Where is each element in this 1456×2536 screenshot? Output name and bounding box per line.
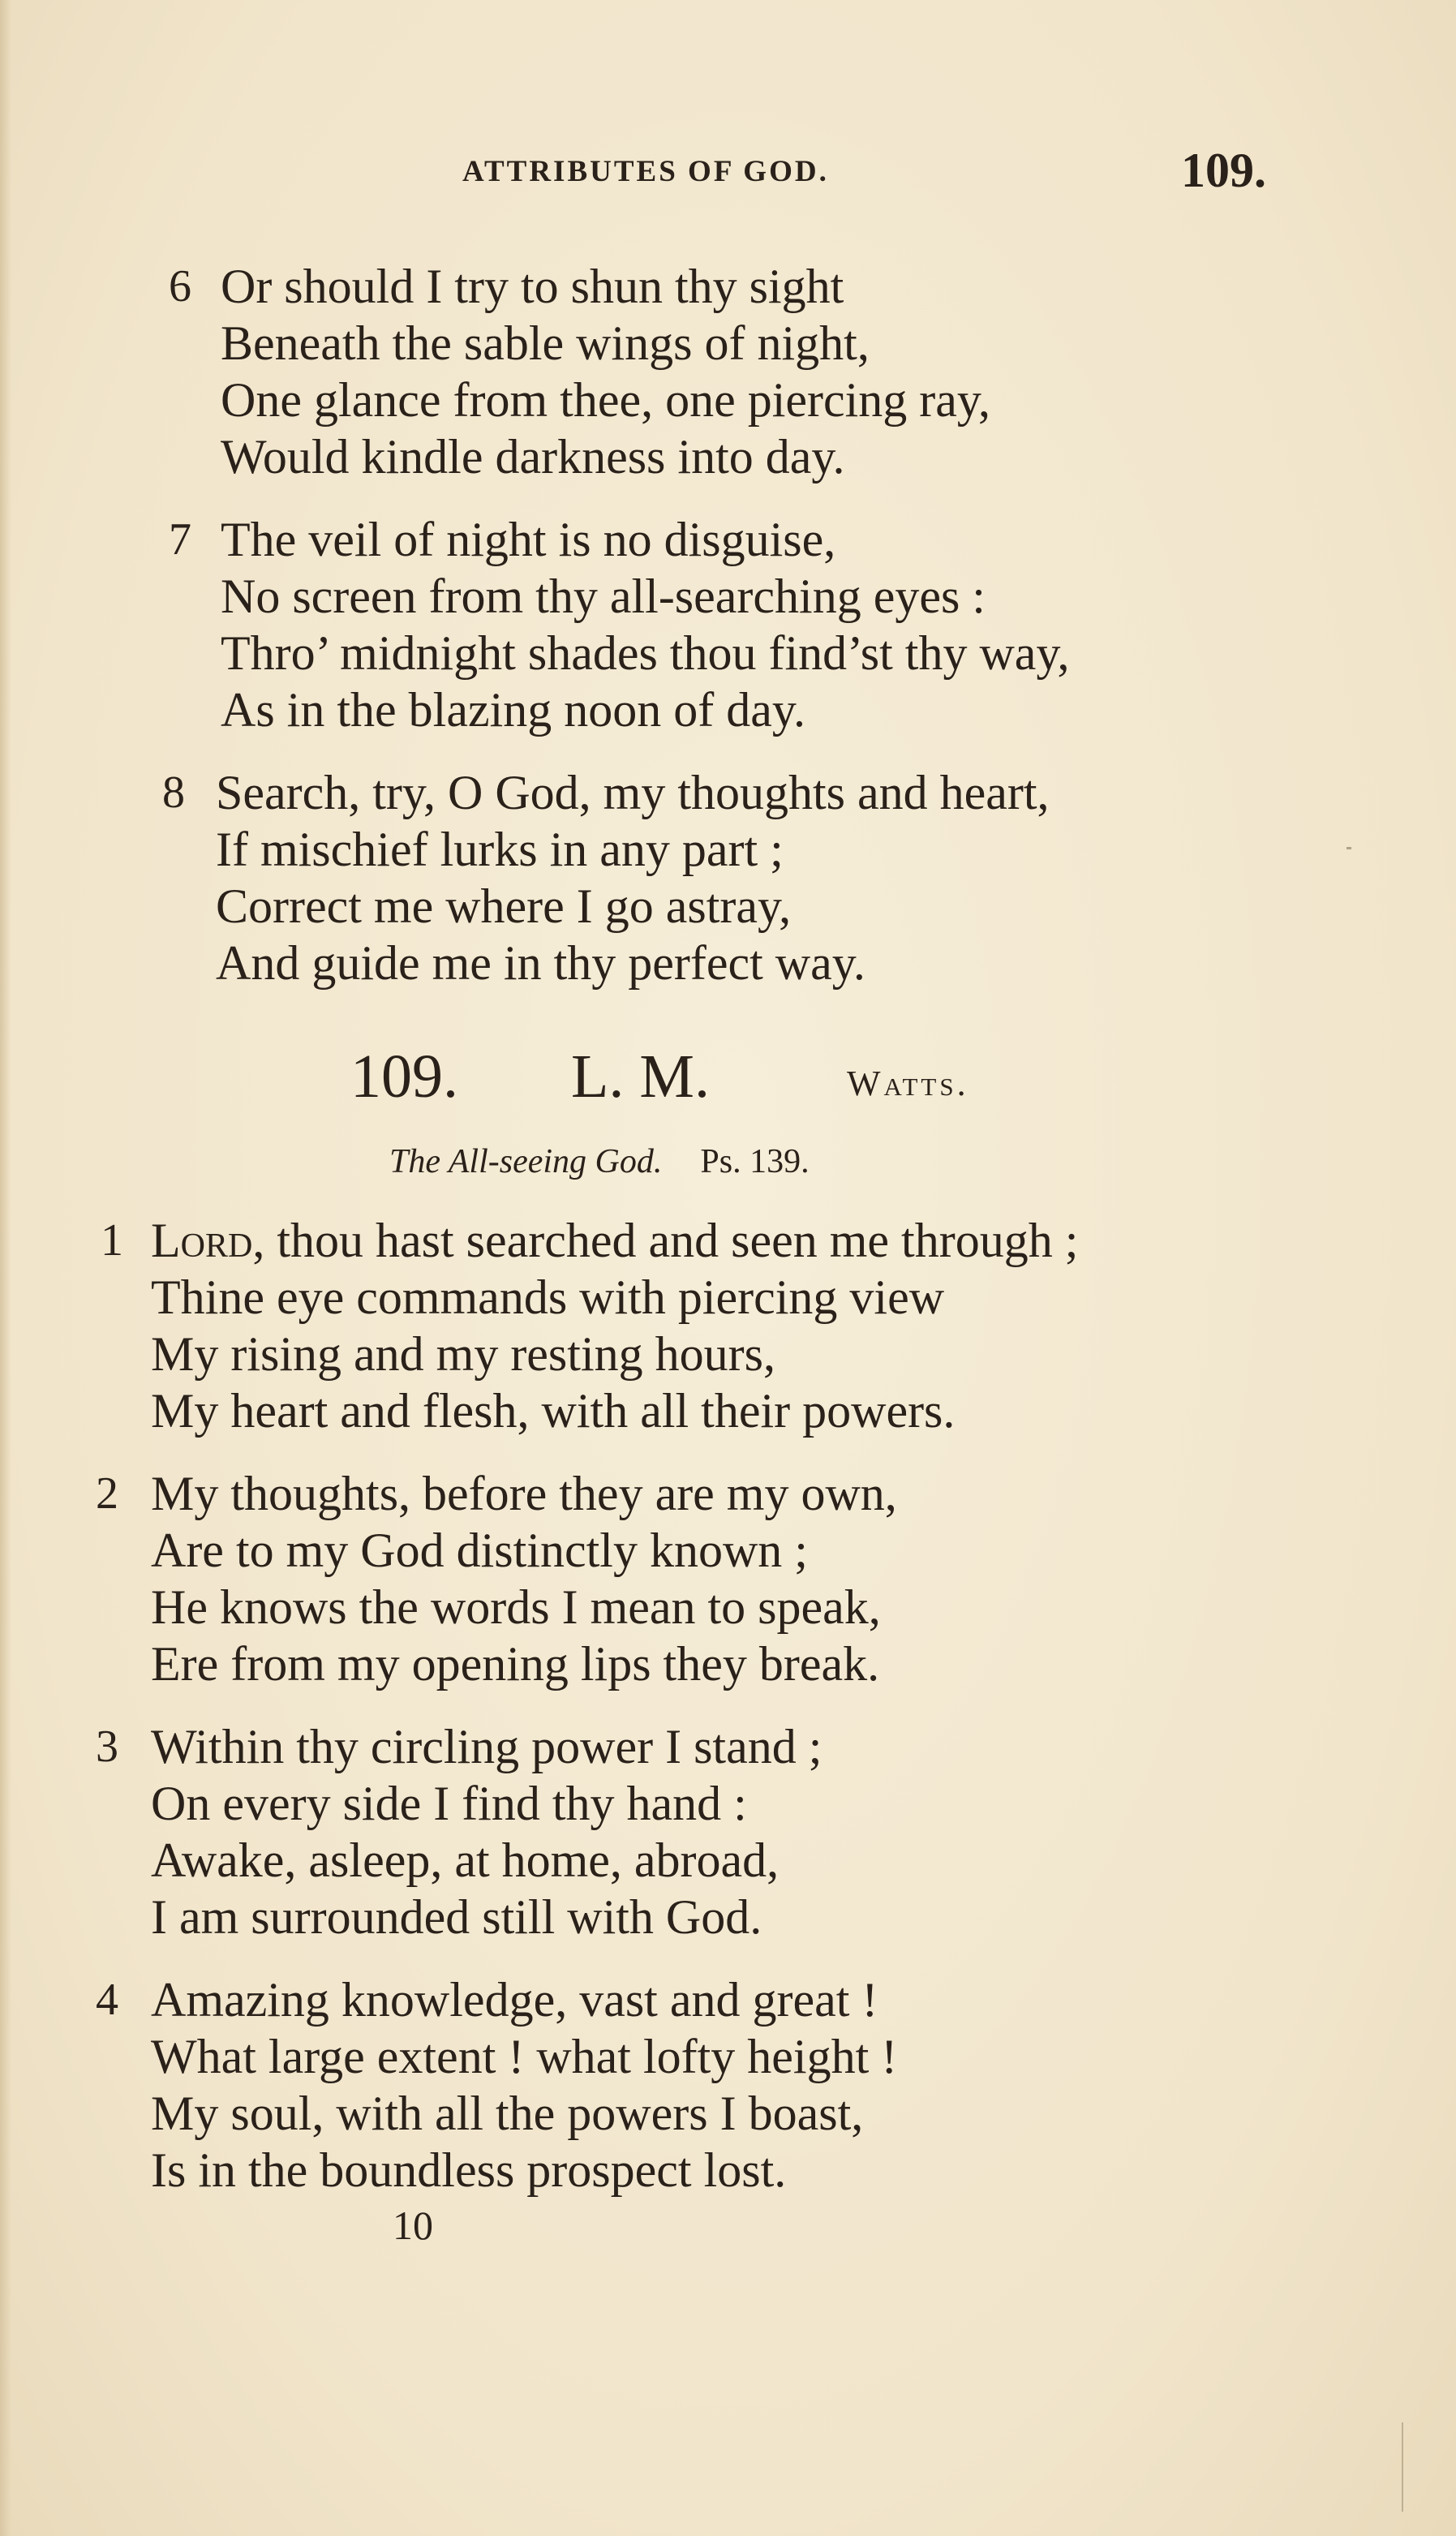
verse-line: My heart and flesh, with all their powers. — [151, 1384, 956, 1438]
verse-line: And guide me in thy perfect way. — [216, 936, 865, 990]
verse-line: Are to my God distinctly known ; — [151, 1524, 808, 1577]
verse-line: On every side I find thy hand : — [151, 1777, 747, 1830]
first-line-rest: , thou hast searched and seen me through ; — [252, 1214, 1079, 1267]
verse-line: Or should I try to shun thy sight — [221, 260, 844, 313]
stanza-4 — [96, 1971, 897, 2199]
verse-line: My rising and my resting hours, — [151, 1327, 775, 1381]
verse-line: As in the blazing noon of day. — [221, 683, 805, 737]
verse-line — [151, 1212, 1078, 1269]
verse-line: If mischief lurks in any part ; — [216, 823, 784, 876]
hymn-author: Watts. — [847, 1064, 969, 1103]
signature-mark: 10 — [393, 2203, 433, 2248]
verse-line: Correct me where I go astray, — [216, 879, 792, 933]
verse-line: Thro’ midnight shades thou find’st thy way, — [221, 626, 1070, 680]
verse-line: I am surrounded still with God. — [151, 1890, 762, 1944]
hymn-meter: L. M. — [571, 1042, 710, 1111]
hymn-number: 109. — [350, 1042, 458, 1111]
paper-speck — [1346, 847, 1351, 849]
verse-line: Is in the boundless prospect lost. — [151, 2143, 787, 2197]
verse-line: No screen from thy all-searching eyes : — [221, 570, 986, 623]
stanza-number: 2 — [96, 1468, 118, 1519]
first-word: Lord — [151, 1214, 253, 1267]
verse-line: Ere from my opening lips they break. — [151, 1637, 880, 1691]
page-edge — [0, 0, 11, 2536]
hymn-subtitle-title: The All-seeing God. — [389, 1143, 663, 1180]
verse-line: He knows the words I mean to speak, — [151, 1580, 881, 1634]
stanza-number: 8 — [162, 767, 185, 818]
hymn-subtitle — [389, 1142, 810, 1181]
stanza-number: 4 — [96, 1975, 118, 2025]
stanza-number: 6 — [169, 261, 191, 312]
verse-line: The veil of night is no disguise, — [221, 513, 836, 566]
verse-line: Would kindle darkness into day. — [221, 430, 845, 484]
verse-line: My soul, with all the powers I boast, — [151, 2087, 864, 2140]
verse-line: Awake, asleep, at home, abroad, — [151, 1833, 780, 1887]
stanza-number: 7 — [169, 514, 191, 565]
verse-line: What large extent ! what lofty height ! — [151, 2030, 898, 2083]
stanza-1 — [96, 1212, 1078, 1439]
verse-line: Thine eye commands with piercing view — [151, 1270, 945, 1324]
stanza-8 — [162, 764, 1050, 991]
verse-line: Search, try, O God, my thoughts and heart, — [216, 766, 1050, 819]
verse-line: Beneath the sable wings of night, — [221, 316, 870, 370]
running-title: ATTRIBUTES OF GOD. — [462, 155, 829, 188]
stanza-2 — [96, 1465, 897, 1692]
verse-line: My thoughts, before they are my own, — [151, 1467, 897, 1520]
verse-line: Amazing knowledge, vast and great ! — [151, 1973, 878, 2027]
stanza-number: 1 — [101, 1215, 123, 1266]
hymn-header — [350, 1042, 1080, 1115]
verse-line: Within thy circling power I stand ; — [151, 1720, 822, 1773]
stanza-6 — [162, 258, 990, 485]
stanza-7 — [162, 511, 1070, 738]
paper-crease — [1402, 2422, 1403, 2512]
stanza-3 — [96, 1718, 822, 1945]
stanza-number: 3 — [96, 1721, 118, 1772]
verse-line: One glance from thee, one piercing ray, — [221, 373, 991, 427]
scripture-reference: Ps. 139. — [700, 1143, 810, 1180]
page-number: 109. — [1181, 144, 1266, 197]
